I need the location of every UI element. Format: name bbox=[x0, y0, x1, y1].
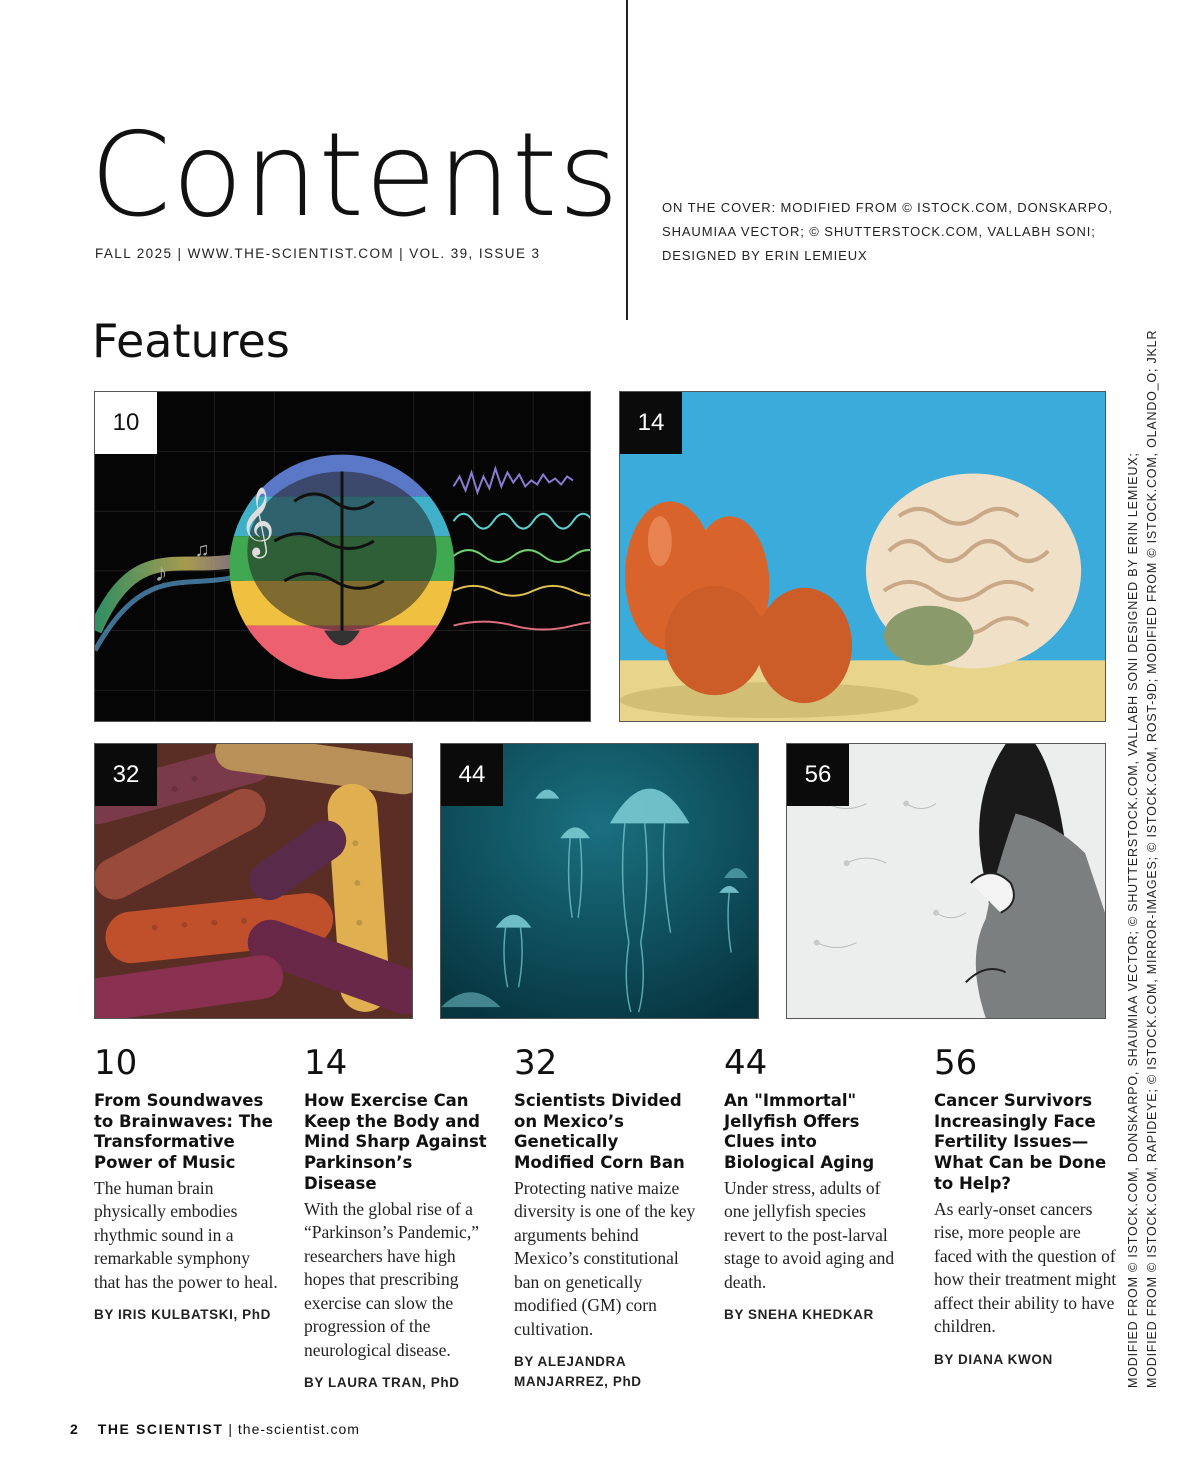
page-tag-44: 44 bbox=[441, 744, 503, 806]
article-corn[interactable] bbox=[514, 1043, 699, 1392]
header-divider bbox=[626, 0, 628, 320]
article-page-number: 14 bbox=[304, 1043, 348, 1083]
article-page-number: 56 bbox=[934, 1043, 978, 1083]
article-headline[interactable]: How Exercise Can Keep the Body and Mind Sharp Against Parkinson’s Disease bbox=[304, 1091, 487, 1193]
article-headline[interactable]: An "Immortal" Jellyfish Offers Clues into Biological Aging bbox=[724, 1091, 875, 1173]
page-title: Contents bbox=[90, 108, 620, 243]
dumbbell-and-brain-photo bbox=[620, 392, 1105, 721]
feature-image-corn[interactable] bbox=[94, 743, 413, 1019]
photo-credits-vertical bbox=[1124, 329, 1162, 1388]
svg-text:♫: ♫ bbox=[194, 539, 210, 561]
page-tag-14: 14 bbox=[620, 392, 682, 454]
article-summary: Protecting native maize diversity is one of the key arguments behind Mexico’s constitutional ban on genetically modified (GM) corn cultivation. bbox=[514, 1177, 696, 1339]
photo-credit-line-1: MODIFIED FROM © ISTOCK.COM, DONSKARPO, SHAUMIAA VECTOR; © SHUTTERSTOCK.COM, VALLABH SONI DESIGNED BY ERIN LEMIEUX; bbox=[1126, 452, 1140, 1388]
article-exercise[interactable] bbox=[304, 1043, 489, 1393]
page-tag-10: 10 bbox=[95, 392, 157, 454]
cover-credit: ON THE COVER: MODIFIED FROM © ISTOCK.COM, DONSKARPO, SHAUMIAA VECTOR; © SHUTTERSTOCK.COM, VALLABH SONI; DESIGNED BY ERIN LEMIEUX bbox=[662, 200, 1113, 263]
page-footer bbox=[70, 1421, 360, 1437]
article-summary: With the global rise of a “Parkinson’s Pandemic,” researchers have high hopes that prescribing exercise can slow the progression of the neurological disease. bbox=[304, 1198, 479, 1360]
article-headline[interactable]: Cancer Survivors Increasingly Face Fertility Issues—What Can be Done to Help? bbox=[934, 1091, 1107, 1193]
feature-image-jellyfish[interactable] bbox=[440, 743, 759, 1019]
article-jellyfish[interactable] bbox=[724, 1043, 909, 1325]
brain-music-illustration bbox=[95, 392, 590, 721]
page-tag-56: 56 bbox=[787, 744, 849, 806]
feature-image-fertility[interactable] bbox=[786, 743, 1106, 1019]
feature-image-exercise[interactable] bbox=[619, 391, 1106, 722]
article-summary: As early-onset cancers rise, more people are faced with the question of how their treatment might affect their ability to have children. bbox=[934, 1198, 1117, 1337]
article-headline[interactable]: From Soundwaves to Brainwaves: The Transformative Power of Music bbox=[94, 1091, 273, 1173]
svg-text:𝄞: 𝄞 bbox=[239, 487, 275, 557]
magazine-name: THE SCIENTIST bbox=[97, 1421, 224, 1437]
section-title-features: Features bbox=[92, 314, 290, 368]
photo-credit-line-2: MODIFIED FROM © ISTOCK.COM, RAPIDEYE; © ISTOCK.COM, MIRROR-IMAGES; © ISTOCK.COM, ROST-9D; MODIFIED FROM © ISTOCK.COM, OLANDO_O; JKLR bbox=[1145, 329, 1159, 1388]
article-page-number: 10 bbox=[94, 1043, 138, 1083]
footer-url[interactable]: the-scientist.com bbox=[237, 1421, 360, 1437]
article-byline: BY ALEJANDRA MANJARREZ, PhD bbox=[514, 1354, 642, 1390]
article-summary: The human brain physically embodies rhythmic sound in a remarkable symphony that has the power to heal. bbox=[94, 1177, 278, 1292]
article-byline: BY IRIS KULBATSKI, PhD bbox=[94, 1307, 271, 1323]
article-fertility[interactable] bbox=[934, 1043, 1119, 1370]
footer-separator: | bbox=[228, 1421, 234, 1437]
article-summary: Under stress, adults of one jellyfish species revert to the post-larval stage to avoid aging and death. bbox=[724, 1177, 895, 1292]
page-number: 2 bbox=[70, 1421, 79, 1437]
feature-image-music-brain[interactable] bbox=[94, 391, 591, 722]
article-byline: BY DIANA KWON bbox=[934, 1351, 1053, 1367]
article-headline[interactable]: Scientists Divided on Mexico’s Genetically Modified Corn Ban bbox=[514, 1091, 685, 1173]
article-page-number: 44 bbox=[724, 1043, 768, 1083]
page-tag-32: 32 bbox=[95, 744, 157, 806]
article-page-number: 32 bbox=[514, 1043, 558, 1083]
article-byline: BY SNEHA KHEDKAR bbox=[724, 1307, 874, 1323]
svg-text:♪: ♪ bbox=[154, 558, 168, 587]
article-byline: BY LAURA TRAN, PhD bbox=[304, 1375, 460, 1391]
article-music[interactable] bbox=[94, 1043, 279, 1325]
issue-info: FALL 2025 | WWW.THE-SCIENTIST.COM | VOL. 39, ISSUE 3 bbox=[95, 246, 541, 261]
